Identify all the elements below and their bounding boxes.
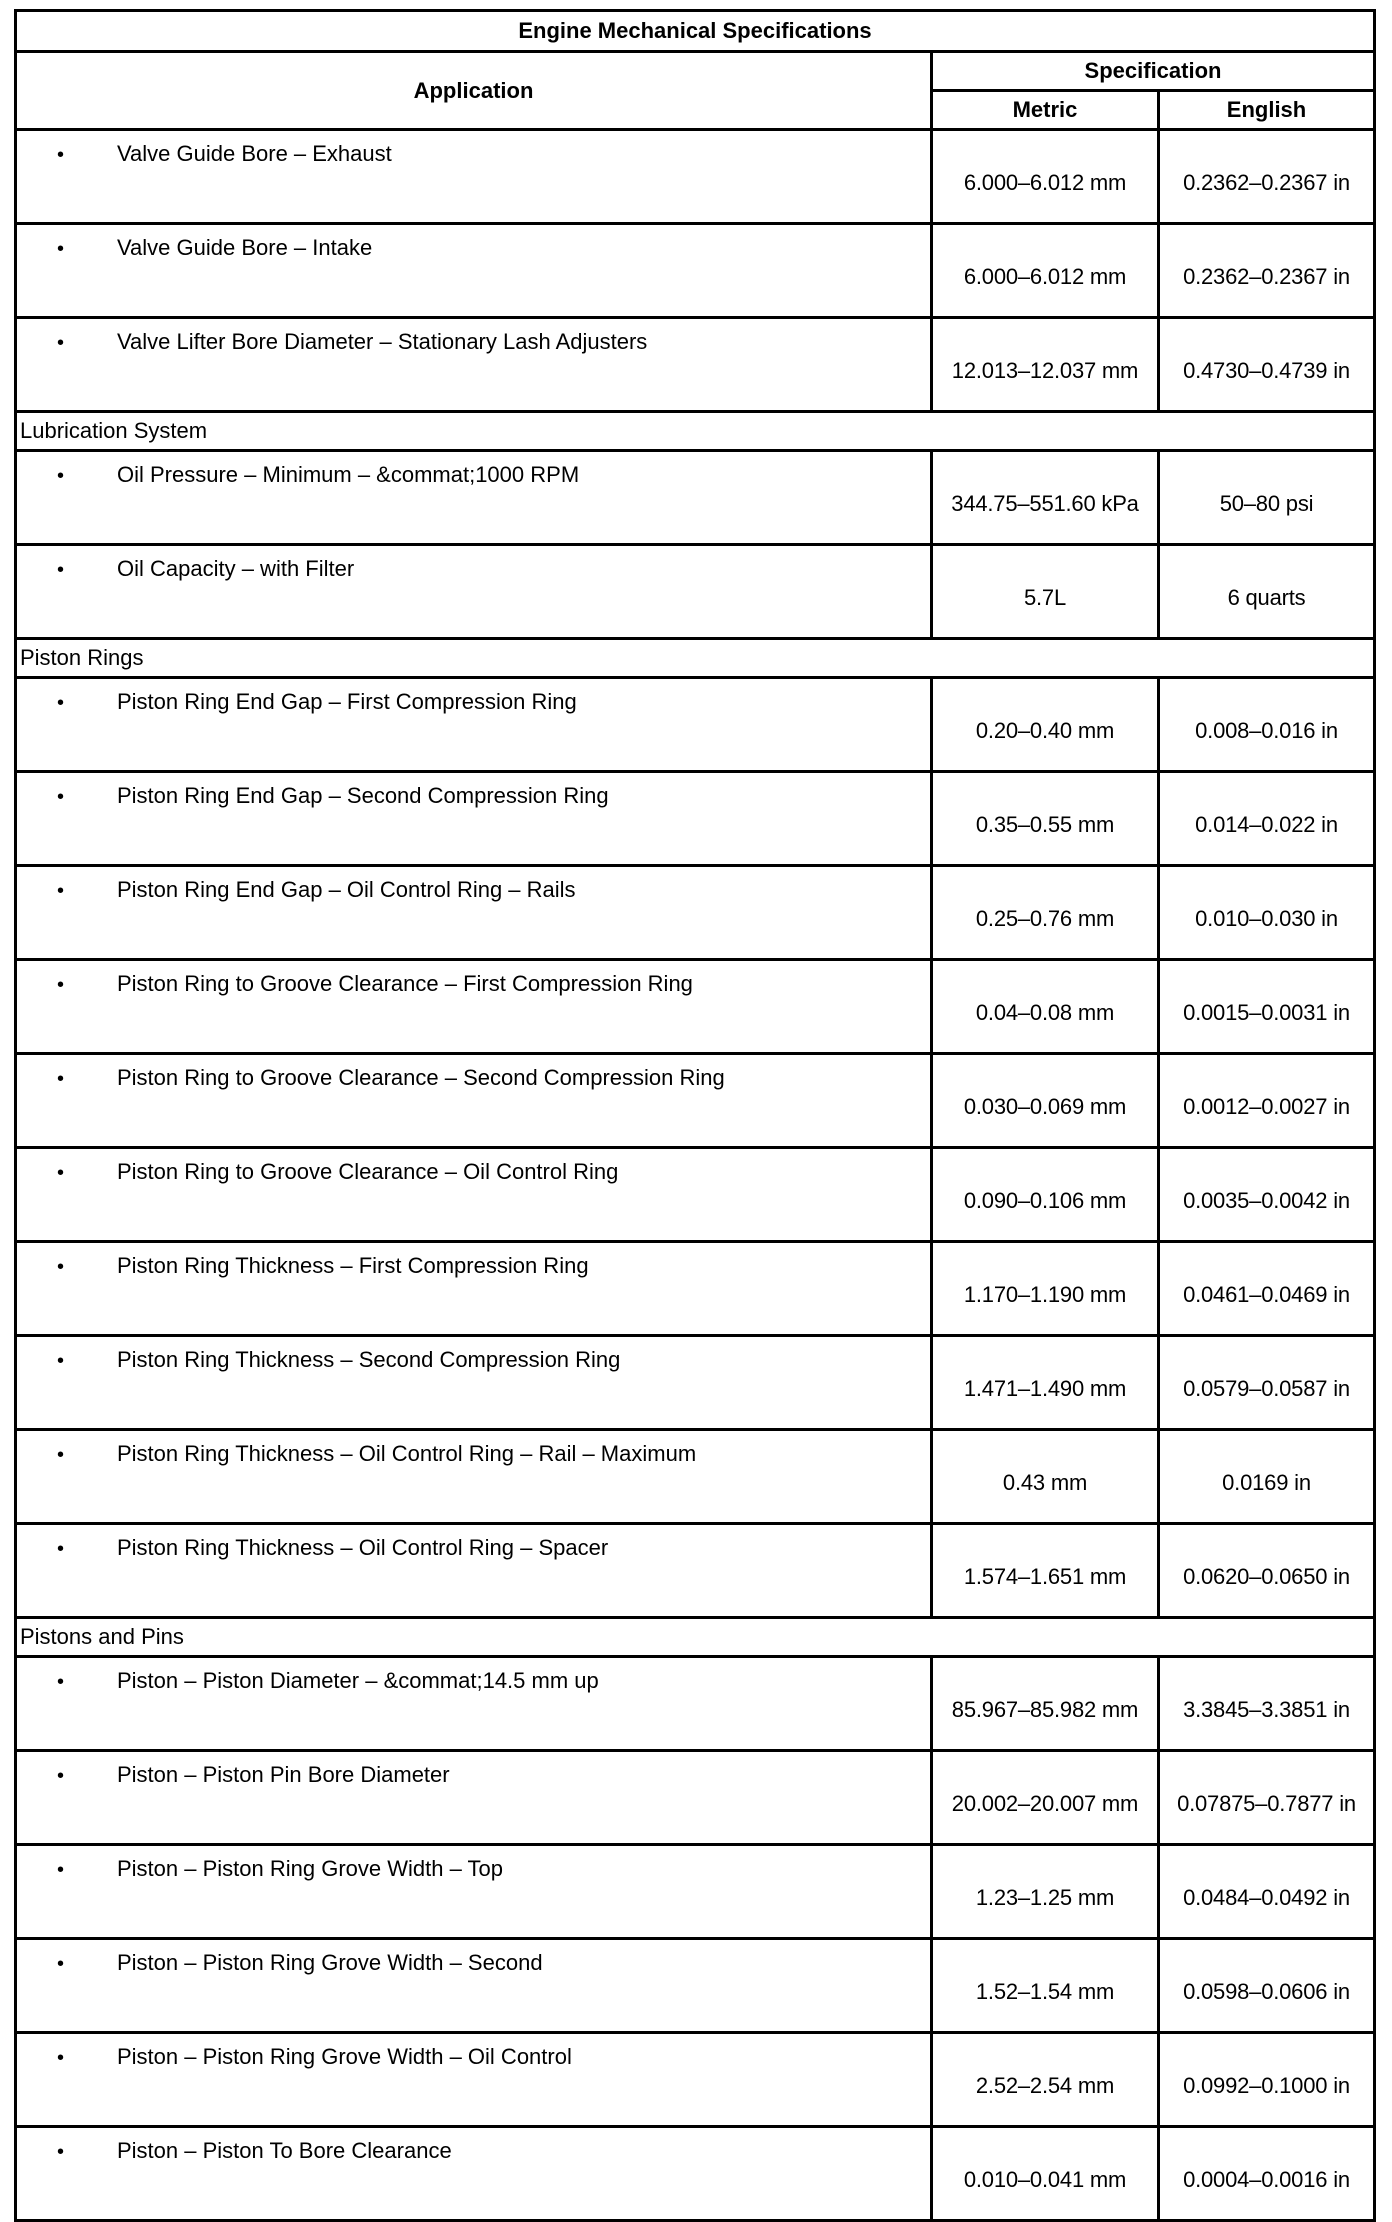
bullet-icon: • [57,238,65,260]
application-text: Piston Ring Thickness – First Compression Ring [117,1253,589,1278]
english-cell: 0.0004–0.0016 in [1159,2127,1375,2221]
metric-cell: 0.04–0.08 mm [932,960,1159,1054]
metric-cell: 344.75–551.60 kPa [932,451,1159,545]
bullet-icon: • [57,144,65,166]
english-cell: 0.4730–0.4739 in [1159,318,1375,412]
english-header: English [1159,91,1375,130]
application-cell [16,678,932,772]
application-text: Piston – Piston Ring Grove Width – Oil Control [117,2044,572,2069]
application-text: Piston Ring Thickness – Second Compression Ring [117,1347,621,1372]
metric-cell: 85.967–85.982 mm [932,1657,1159,1751]
english-cell: 0.0579–0.0587 in [1159,1336,1375,1430]
english-cell: 0.2362–0.2367 in [1159,130,1375,224]
application-cell [16,1054,932,1148]
metric-cell: 12.013–12.037 mm [932,318,1159,412]
application-text: Valve Lifter Bore Diameter – Stationary Lash Adjusters [117,329,648,354]
bullet-icon: • [57,332,65,354]
application-text: Valve Guide Bore – Exhaust [117,141,392,166]
application-cell [16,224,932,318]
application-cell [16,1336,932,1430]
application-cell [16,1751,932,1845]
application-cell [16,866,932,960]
table-row [16,130,1375,224]
metric-cell: 2.52–2.54 mm [932,2033,1159,2127]
table-row [16,1939,1375,2033]
english-cell: 0.014–0.022 in [1159,772,1375,866]
application-text: Piston Ring Thickness – Oil Control Ring – Spacer [117,1535,609,1560]
metric-cell: 0.43 mm [932,1430,1159,1524]
application-cell [16,545,932,639]
metric-cell: 20.002–20.007 mm [932,1751,1159,1845]
metric-cell: 1.574–1.651 mm [932,1524,1159,1618]
metric-cell: 0.35–0.55 mm [932,772,1159,866]
application-cell [16,1430,932,1524]
english-cell: 0.0598–0.0606 in [1159,1939,1375,2033]
bullet-icon: • [57,1256,65,1278]
application-text: Piston Ring End Gap – Oil Control Ring – Rails [117,877,576,902]
application-text: Piston Ring End Gap – First Compression Ring [117,689,577,714]
metric-cell: 0.090–0.106 mm [932,1148,1159,1242]
table-row [16,1751,1375,1845]
application-cell [16,1242,932,1336]
application-text: Piston Ring to Groove Clearance – Second Compression Ring [117,1065,725,1090]
bullet-icon: • [57,974,65,996]
section-row [16,1618,1375,1657]
english-cell: 6 quarts [1159,545,1375,639]
specification-header: Specification [932,52,1375,91]
bullet-icon: • [57,692,65,714]
english-cell: 0.0484–0.0492 in [1159,1845,1375,1939]
application-text: Piston – Piston Pin Bore Diameter [117,1762,450,1787]
application-cell [16,451,932,545]
metric-cell: 0.010–0.041 mm [932,2127,1159,2221]
english-cell: 50–80 psi [1159,451,1375,545]
table-row [16,2033,1375,2127]
metric-cell: 1.23–1.25 mm [932,1845,1159,1939]
table-row [16,960,1375,1054]
english-cell: 0.0620–0.0650 in [1159,1524,1375,1618]
engine-specifications-table [14,9,1376,2222]
metric-cell: 0.25–0.76 mm [932,866,1159,960]
application-text: Piston Ring to Groove Clearance – First Compression Ring [117,971,693,996]
application-text: Piston Ring to Groove Clearance – Oil Control Ring [117,1159,619,1184]
section-row [16,639,1375,678]
table-row [16,1430,1375,1524]
application-text: Piston Ring Thickness – Oil Control Ring – Rail – Maximum [117,1441,697,1466]
english-cell: 0.2362–0.2367 in [1159,224,1375,318]
application-cell [16,1657,932,1751]
english-cell: 3.3845–3.3851 in [1159,1657,1375,1751]
bullet-icon: • [57,465,65,487]
bullet-icon: • [57,1538,65,1560]
application-text: Oil Capacity – with Filter [117,556,355,581]
application-text: Piston – Piston Ring Grove Width – Second [117,1950,543,1975]
application-text: Valve Guide Bore – Intake [117,235,373,260]
application-cell [16,2033,932,2127]
application-text: Oil Pressure – Minimum – &commat;1000 RPM [117,462,580,487]
table-title: Engine Mechanical Specifications [16,11,1375,52]
english-cell: 0.0992–0.1000 in [1159,2033,1375,2127]
application-cell [16,1845,932,1939]
bullet-icon: • [57,1671,65,1693]
metric-header: Metric [932,91,1159,130]
table-row [16,545,1375,639]
table-row [16,1148,1375,1242]
english-cell: 0.008–0.016 in [1159,678,1375,772]
table-row [16,1242,1375,1336]
application-text: Piston – Piston To Bore Clearance [117,2138,452,2163]
table-row [16,772,1375,866]
application-cell [16,1524,932,1618]
application-cell [16,772,932,866]
english-cell: 0.0461–0.0469 in [1159,1242,1375,1336]
application-text: Piston Ring End Gap – Second Compression Ring [117,783,609,808]
bullet-icon: • [57,1953,65,1975]
metric-cell: 0.20–0.40 mm [932,678,1159,772]
application-cell [16,1939,932,2033]
bullet-icon: • [57,1765,65,1787]
english-cell: 0.07875–0.7877 in [1159,1751,1375,1845]
section-row [16,412,1375,451]
application-header: Application [16,52,932,130]
english-cell: 0.010–0.030 in [1159,866,1375,960]
table-row [16,1336,1375,1430]
table-row [16,1054,1375,1148]
table-row [16,1524,1375,1618]
bullet-icon: • [57,1859,65,1881]
table-row [16,866,1375,960]
table-row [16,678,1375,772]
section-label: Lubrication System [16,412,1375,451]
metric-cell: 1.52–1.54 mm [932,1939,1159,2033]
metric-cell: 5.7L [932,545,1159,639]
bullet-icon: • [57,880,65,902]
bullet-icon: • [57,2047,65,2069]
application-cell [16,1148,932,1242]
application-cell [16,318,932,412]
bullet-icon: • [57,1068,65,1090]
table-row [16,1845,1375,1939]
english-cell: 0.0035–0.0042 in [1159,1148,1375,1242]
application-cell [16,960,932,1054]
english-cell: 0.0012–0.0027 in [1159,1054,1375,1148]
application-cell [16,130,932,224]
table-row [16,318,1375,412]
bullet-icon: • [57,1162,65,1184]
metric-cell: 1.471–1.490 mm [932,1336,1159,1430]
application-text: Piston – Piston Ring Grove Width – Top [117,1856,504,1881]
metric-cell: 6.000–6.012 mm [932,130,1159,224]
metric-cell: 6.000–6.012 mm [932,224,1159,318]
table-row [16,451,1375,545]
bullet-icon: • [57,786,65,808]
bullet-icon: • [57,2141,65,2163]
table-row [16,2127,1375,2221]
application-cell [16,2127,932,2221]
bullet-icon: • [57,559,65,581]
section-label: Piston Rings [16,639,1375,678]
table-row [16,1657,1375,1751]
metric-cell: 1.170–1.190 mm [932,1242,1159,1336]
application-text: Piston – Piston Diameter – &commat;14.5 mm up [117,1668,599,1693]
table-row [16,224,1375,318]
bullet-icon: • [57,1350,65,1372]
english-cell: 0.0015–0.0031 in [1159,960,1375,1054]
metric-cell: 0.030–0.069 mm [932,1054,1159,1148]
bullet-icon: • [57,1444,65,1466]
table-body [16,130,1375,2221]
english-cell: 0.0169 in [1159,1430,1375,1524]
section-label: Pistons and Pins [16,1618,1375,1657]
